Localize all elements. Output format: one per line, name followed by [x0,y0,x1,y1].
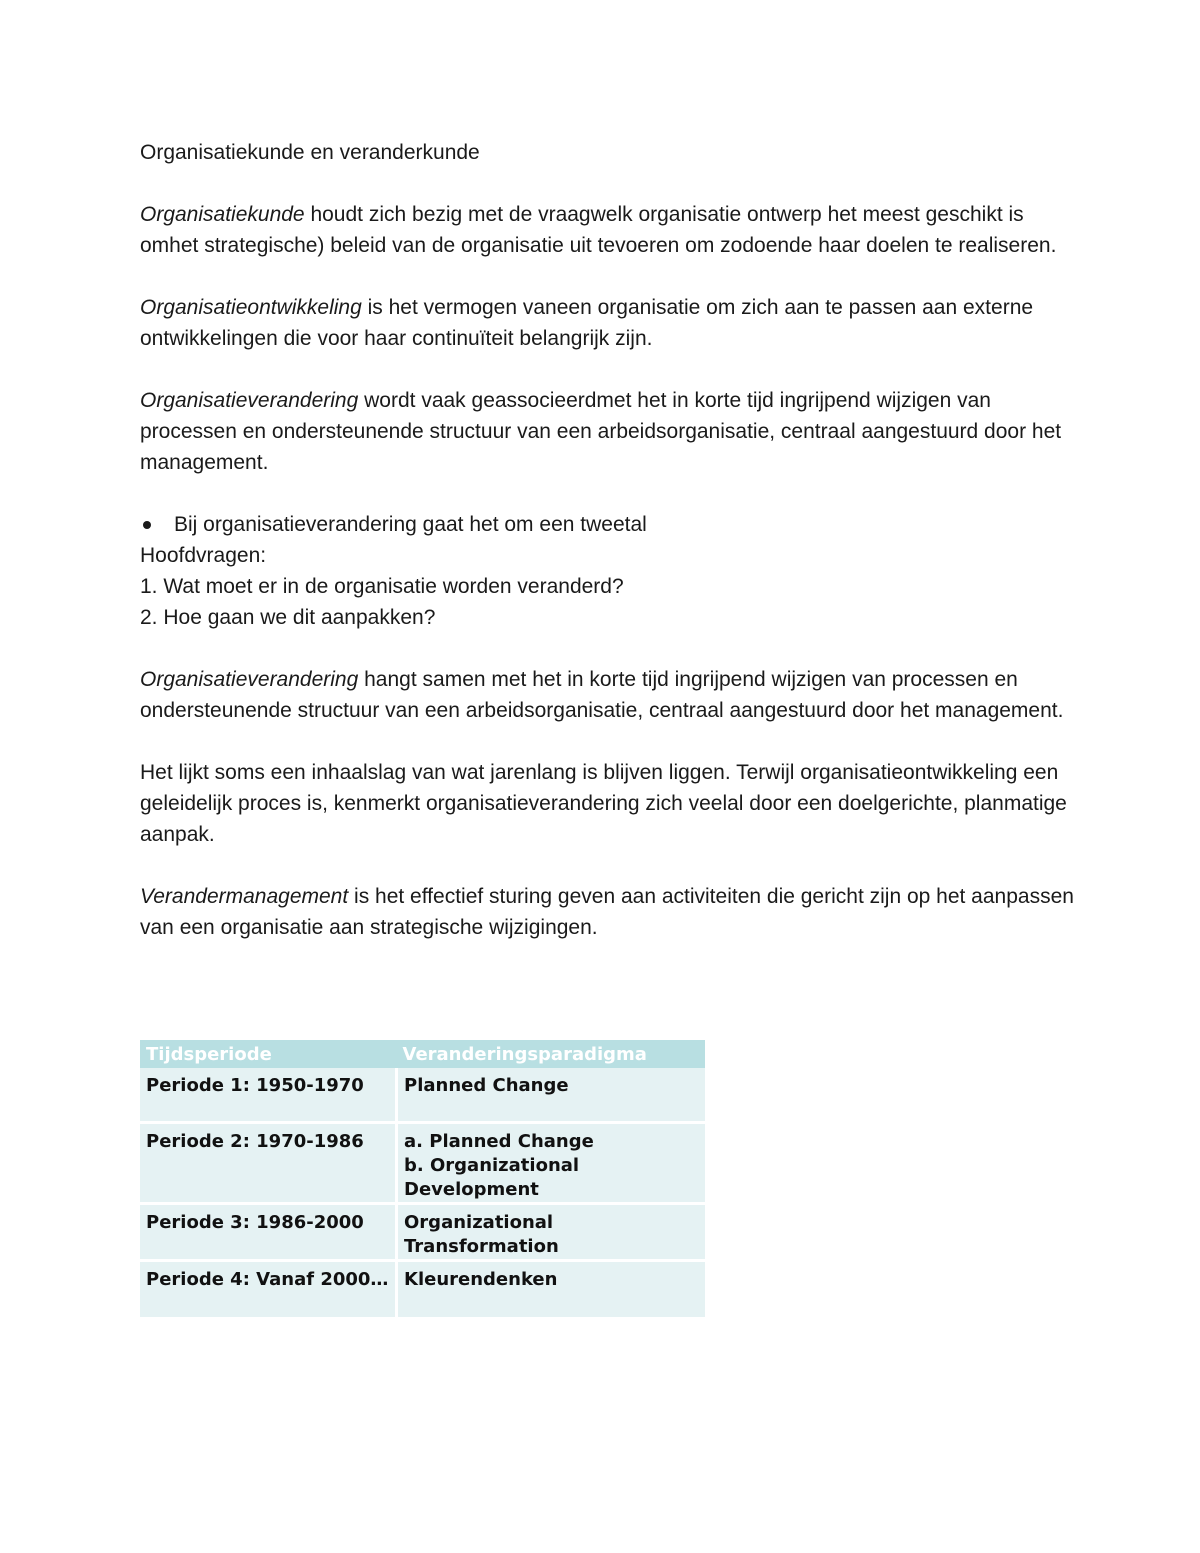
period-cell: Periode 1: 1950-1970 [140,1068,397,1123]
hoofdvragen-label: Hoofdvragen: [140,544,267,567]
paradigm-cell [397,1068,706,1123]
period-cell: Periode 2: 1970-1986 [140,1123,397,1204]
paradigm-line: a. Planned Change [404,1131,594,1152]
table-row [140,1261,705,1318]
table-row [140,1068,705,1123]
paragraph-inhaalslag: Het lijkt soms een inhaalslag van wat jarenlang is blijven liggen. Terwijl organisatieontwikkeling een geleidelijk proces is, kenmerkt organisatieverandering zich veelal door een doelgerichte, planmatige aanpak. [140,761,1067,846]
bullet-item [140,509,1080,540]
term-organisatieverandering: Organisatieverandering [140,389,359,412]
period-cell: Periode 4: Vanaf 2000… [140,1261,397,1318]
header-tijdsperiode: Tijdsperiode [140,1040,397,1068]
term-organisatieverandering-2: Organisatieverandering [140,668,359,691]
table-row [140,1123,705,1204]
term-verandermanagement: Verandermanagement [140,885,349,908]
definition-verandermanagement: is het effectief sturing geven aan activiteiten die gericht zijn op het aanpassen van een organisatie aan strategische wijzigingen. [140,885,1074,939]
table-header-row [140,1040,705,1068]
paragraph-verandermanagement [140,881,1080,943]
paradigm-line: Kleurendenken [404,1269,558,1290]
definition-organisatieverandering: wordt vaak geassocieerdmet het in korte tijd ingrijpend wijzigen van processen en ondersteunende structuur van een arbeidsorganisatie, centraal aangestuurd door het management. [140,389,1062,474]
paradigm-cell [397,1204,706,1261]
bullet-dot-icon [143,521,151,529]
paradigm-line: Planned Change [404,1075,569,1096]
term-organisatiekunde: Organisatiekunde [140,203,305,226]
definition-organisatieontwikkeling: is het vermogen vaneen organisatie om zich aan te passen aan externe ontwikkelingen die voor haar continuïteit belangrijk zijn. [140,296,1034,350]
document-title: Organisatiekunde en veranderkunde [140,141,480,164]
document-body [140,137,1080,943]
paragraph-organisatieverandering-2 [140,664,1080,726]
question-2: 2. Hoe gaan we dit aanpakken? [140,606,436,629]
question-1: 1. Wat moet er in de organisatie worden veranderd? [140,575,624,598]
paradigm-line: Organizational Transformation [404,1212,559,1257]
term-organisatieontwikkeling: Organisatieontwikkeling [140,296,362,319]
paradigm-cell [397,1261,706,1318]
definition-organisatiekunde: houdt zich bezig met de vraagwelk organisatie ontwerp het meest geschikt is omhet strategische) beleid van de organisatie uit tevoeren om zodoende haar doelen te realiseren. [140,203,1057,257]
table-row [140,1204,705,1261]
paradigm-table [140,1040,705,1317]
definition-organisatieverandering-2: hangt samen met het in korte tijd ingrijpend wijzigen van processen en ondersteunende structuur van een arbeidsorganisatie, centraal aangestuurd door het management. [140,668,1064,722]
period-cell: Periode 3: 1986-2000 [140,1204,397,1261]
paragraph-organisatieverandering [140,385,1080,478]
bullet-text: Bij organisatieverandering gaat het om een tweetal [174,513,647,536]
header-veranderingsparadigma: Veranderingsparadigma [397,1040,706,1068]
paragraph-organisatiekunde [140,199,1080,261]
paradigm-cell [397,1123,706,1204]
paradigm-line: b. Organizational Development [404,1155,580,1200]
paragraph-organisatieontwikkeling [140,292,1080,354]
